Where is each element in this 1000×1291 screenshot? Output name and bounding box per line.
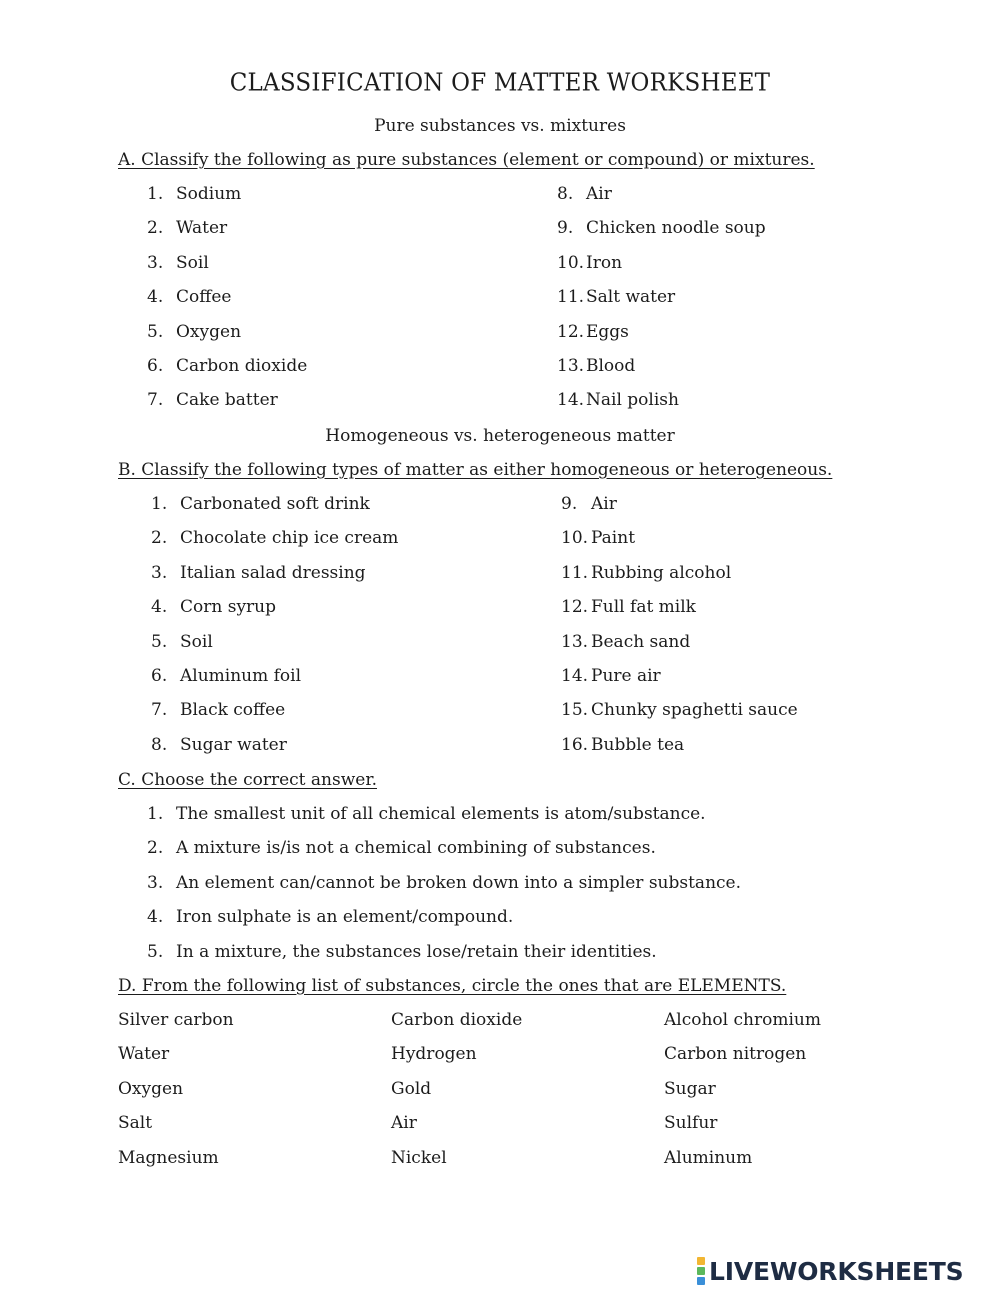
section-b-instruction: B. Classify the following types of matter as either homogeneous or heterogeneous. [118,460,833,480]
list-item [147,873,741,893]
item-number: 6. [147,356,164,376]
item-text: Beach sand [591,631,691,652]
item-text: Chunky spaghetti sauce [591,700,798,721]
logo-block [697,1257,705,1265]
section-d-instruction: D. From the following list of substances, circle the ones that are ELEMENTS. [118,976,787,996]
item-number: 10. [561,528,589,549]
list-item [557,322,629,342]
item-text: In a mixture, the substances lose/retain their identities. [176,941,657,962]
item-text: Iron [586,252,623,273]
logo-blocks-icon [697,1256,705,1286]
list-item [151,700,285,720]
item-text: Aluminum foil [180,666,302,686]
item-number: 16. [561,734,589,755]
item-text: Full fat milk [591,597,696,618]
item-text: Corn syrup [180,597,277,618]
item-number: 8. [151,734,168,755]
item-number: 14. [561,666,589,686]
substance-option[interactable]: Air [391,1113,417,1134]
item-text: The smallest unit of all chemical elements is atom/substance. [176,804,706,824]
substance-option[interactable]: Carbon nitrogen [664,1044,807,1065]
item-text: Pure air [591,666,661,686]
item-number: 3. [151,562,168,583]
list-item [557,218,766,238]
section-a-subtitle: Pure substances vs. mixtures [374,116,626,136]
item-text: Sugar water [180,734,287,755]
item-number: 12. [557,321,585,342]
substance-option[interactable]: Aluminum [664,1147,753,1168]
item-text: Paint [591,528,636,549]
list-item [147,907,513,927]
item-text: Cake batter [176,390,278,411]
item-text: Iron sulphate is an element/compound. [176,907,514,928]
list-item [151,735,287,755]
item-text: Sodium [176,184,242,204]
item-number: 4. [147,907,164,928]
item-text: Air [591,494,617,514]
item-text: Chocolate chip ice cream [180,528,399,549]
item-text: Air [586,184,612,204]
list-item [561,735,684,755]
item-text: Salt water [586,287,676,308]
substance-option[interactable]: Oxygen [118,1078,184,1099]
substance-option[interactable]: Nickel [391,1147,447,1168]
list-item [147,184,241,204]
item-number: 2. [147,838,164,859]
item-text: Rubbing alcohol [591,562,732,583]
substance-option[interactable]: Alcohol chromium [664,1010,821,1030]
list-item [151,597,276,617]
substance-option[interactable]: Hydrogen [391,1044,477,1065]
list-item [147,253,209,273]
item-text: Eggs [586,321,629,342]
item-number: 3. [147,872,164,893]
item-text: Water [176,218,228,239]
list-item [561,597,696,617]
worksheet-title: CLASSIFICATION OF MATTER WORKSHEET [229,69,771,97]
item-text: Coffee [176,287,232,308]
list-item [147,804,706,824]
substance-option[interactable]: Gold [391,1078,432,1099]
list-item [147,942,657,962]
list-item [147,287,231,307]
item-text: Soil [180,631,213,652]
list-item [147,838,656,858]
item-text: Blood [586,356,636,376]
item-text: Black coffee [180,700,286,721]
substance-option[interactable]: Silver carbon [118,1010,234,1030]
list-item [151,528,398,548]
substance-option[interactable]: Water [118,1044,170,1065]
item-number: 9. [561,494,578,514]
item-number: 7. [151,700,168,721]
item-number: 5. [147,321,164,342]
list-item [151,494,370,514]
item-text: Carbonated soft drink [180,494,370,514]
item-text: An element can/cannot be broken down into a simpler substance. [176,872,742,893]
item-number: 13. [557,356,585,376]
item-number: 12. [561,597,589,618]
logo-block [697,1267,705,1275]
item-number: 15. [561,700,589,721]
item-number: 8. [557,184,574,204]
substance-option[interactable]: Salt [118,1113,153,1134]
item-text: Soil [176,252,209,273]
list-item [557,356,635,376]
list-item [147,322,241,342]
item-number: 5. [151,631,168,652]
item-number: 9. [557,218,574,239]
list-item [147,390,278,410]
substance-option[interactable]: Sugar [664,1078,716,1099]
liveworksheets-logo [697,1256,963,1286]
item-number: 14. [557,390,585,411]
list-item [147,218,227,238]
item-number: 11. [557,287,585,308]
logo-block [697,1277,705,1285]
item-number: 4. [147,287,164,308]
item-text: Oxygen [176,321,242,342]
item-number: 2. [151,528,168,549]
item-number: 1. [147,804,164,824]
list-item [561,632,690,652]
section-b-subtitle: Homogeneous vs. heterogeneous matter [325,426,675,446]
list-item [147,356,307,376]
list-item [561,494,617,514]
item-number: 11. [561,562,589,583]
list-item [557,287,675,307]
list-item [557,253,622,273]
item-number: 10. [557,252,585,273]
item-number: 3. [147,252,164,273]
substance-option[interactable]: Carbon dioxide [391,1010,523,1030]
list-item [557,390,679,410]
list-item [561,666,661,686]
item-text: Chicken noodle soup [586,218,766,239]
substance-option[interactable]: Magnesium [118,1147,219,1168]
item-text: Italian salad dressing [180,562,366,583]
section-c-instruction: C. Choose the correct answer. [118,770,377,790]
item-number: 5. [147,941,164,962]
list-item [151,666,301,686]
item-number: 1. [151,494,168,514]
list-item [557,184,612,204]
item-number: 1. [147,184,164,204]
item-text: Nail polish [586,390,679,411]
item-text: Carbon dioxide [176,356,308,376]
item-number: 7. [147,390,164,411]
list-item [561,528,635,548]
section-a-instruction: A. Classify the following as pure substances (element or compound) or mixtures. [118,150,815,170]
substance-option[interactable]: Sulfur [664,1113,718,1134]
list-item [151,632,213,652]
item-number: 6. [151,666,168,686]
logo-text: LIVEWORKSHEETS [709,1256,964,1286]
item-text: A mixture is/is not a chemical combining of substances. [176,838,656,859]
item-number: 4. [151,597,168,618]
item-text: Bubble tea [591,734,685,755]
item-number: 2. [147,218,164,239]
item-number: 13. [561,631,589,652]
list-item [561,563,731,583]
list-item [561,700,798,720]
list-item [151,563,366,583]
